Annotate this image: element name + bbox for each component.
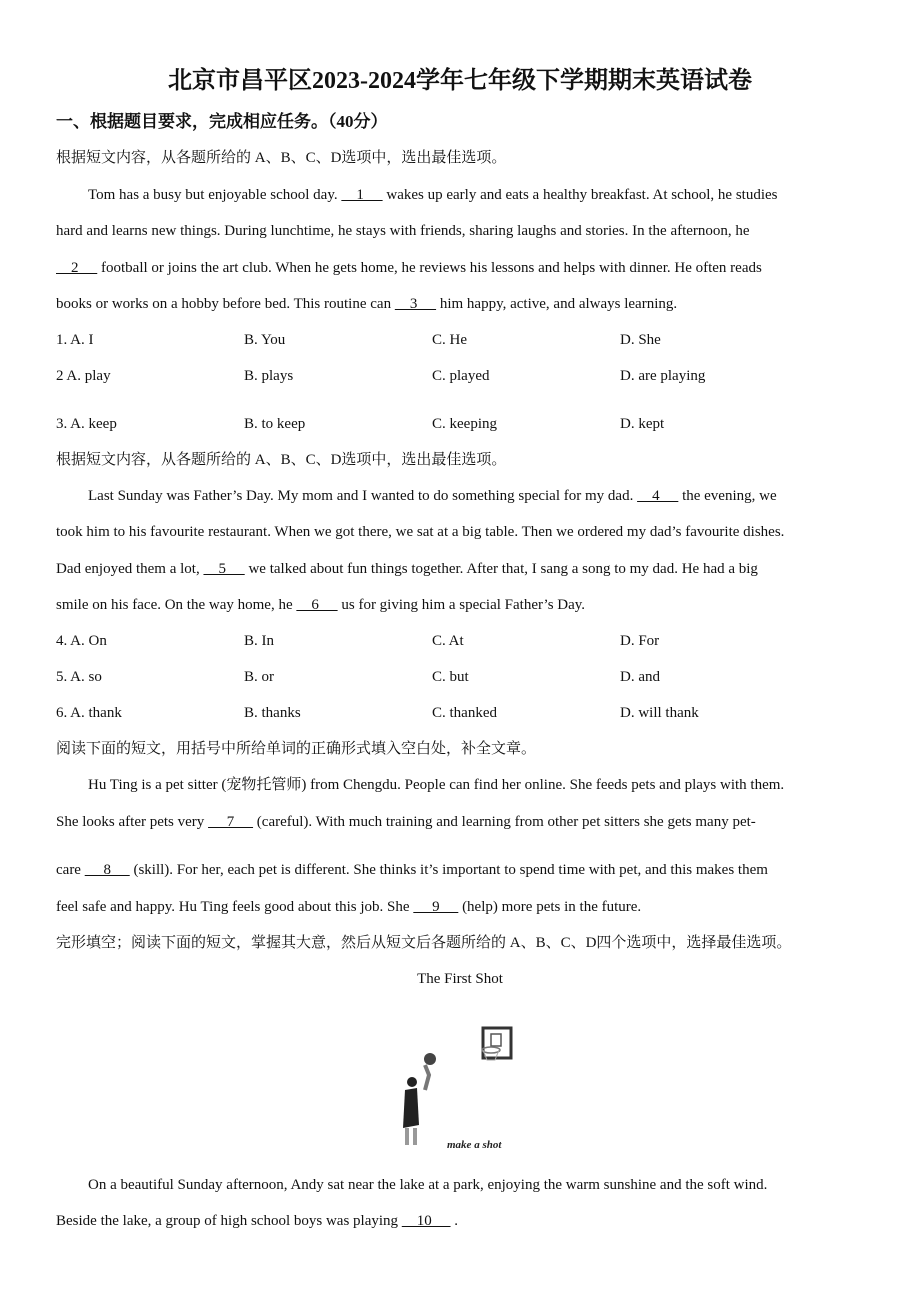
passage-text: wakes up early and eats a healthy breakfast. At school, he studies [382, 187, 778, 203]
passage-line [56, 1211, 458, 1231]
answer-blank: 2 [56, 260, 98, 276]
passage-text: Beside the lake, a group of high school boys was playing [56, 1213, 402, 1229]
passage-text: feel safe and happy. Hu Ting feels good about this job. She [56, 899, 414, 915]
passage-text: we talked about fun things together. After that, I sang a song to my dad. He had a big [244, 561, 758, 577]
passage-text: us for giving him a special Father’s Day. [337, 597, 586, 613]
passage-text: (skill). For her, each pet is different. She thinks it’s important to spend time with pet, and this makes them [129, 862, 768, 878]
passage-line [56, 221, 750, 241]
story-title: The First Shot [417, 971, 503, 987]
basketball-hoop-icon [482, 1028, 511, 1060]
passage-text: . [450, 1213, 459, 1229]
passage-line [56, 294, 677, 314]
passage-line [56, 897, 641, 917]
answer-option[interactable]: 5. A. so [56, 669, 102, 685]
answer-option[interactable]: D. kept [620, 416, 665, 432]
answer-option[interactable]: D. are playing [620, 368, 706, 384]
passage-text: books or works on a hobby before bed. This routine can [56, 296, 395, 312]
answer-blank: 1 [341, 187, 383, 203]
answer-option[interactable]: C. thanked [432, 705, 497, 721]
instruction: 根据短文内容，从各题所给的 A、B、C、D选项中，选出最佳选项。 [56, 150, 507, 166]
passage-text: (careful). With much training and learning from other pet sitters she gets many pet- [253, 814, 756, 830]
answer-option[interactable]: 1. A. I [56, 332, 94, 348]
answer-option[interactable]: B. plays [244, 368, 294, 384]
answer-blank: 3 [394, 296, 437, 312]
answer-option[interactable]: C. He [432, 332, 467, 348]
answer-option[interactable]: 3. A. keep [56, 416, 117, 432]
answer-option[interactable]: B. thanks [244, 705, 301, 721]
passage-line [56, 595, 585, 615]
passage-text: Hu Ting is a pet sitter (宠物托管师) from Chengdu. People can find her online. She feeds pets and plays with them. [88, 777, 785, 793]
page-title: 北京市昌平区2023-2024学年七年级下学期期末英语试卷 [168, 68, 752, 94]
instruction: 阅读下面的短文，用括号中所给单词的正确形式填入空白处，补全文章。 [56, 741, 537, 757]
answer-blank: 10 [401, 1213, 451, 1229]
section-heading: 一、根据题目要求，完成相应任务。（40分） [56, 112, 388, 131]
answer-blank: 9 [413, 899, 459, 915]
answer-option[interactable]: C. keeping [432, 416, 497, 432]
passage-line [88, 185, 778, 205]
answer-option[interactable]: D. She [620, 332, 661, 348]
player-icon [403, 1053, 436, 1145]
passage-line [56, 812, 756, 832]
passage-line [56, 860, 768, 880]
answer-option[interactable]: B. In [244, 633, 274, 649]
answer-option[interactable]: D. For [620, 633, 660, 649]
passage-text: On a beautiful Sunday afternoon, Andy sat near the lake at a park, enjoying the warm sunshine and the soft wind. [88, 1177, 768, 1193]
passage-text: him happy, active, and always learning. [436, 296, 678, 312]
passage-line [56, 522, 784, 542]
answer-blank: 4 [637, 488, 679, 504]
passage-line [88, 775, 784, 795]
passage-text: care [56, 862, 85, 878]
passage-text: Tom has a busy but enjoyable school day. [88, 187, 342, 203]
passage-text: the evening, we [678, 488, 777, 504]
passage-line [56, 258, 762, 278]
answer-option[interactable]: D. will thank [620, 705, 699, 721]
basketball-illustration [395, 1020, 535, 1155]
answer-option[interactable]: C. played [432, 368, 490, 384]
passage-line [56, 559, 758, 579]
answer-option[interactable]: 2 A. play [56, 368, 111, 384]
picture-caption: make a shot [447, 1139, 502, 1151]
answer-blank: 6 [296, 597, 338, 613]
answer-option[interactable]: D. and [620, 669, 660, 685]
passage-text: football or joins the art club. When he gets home, he reviews his lessons and helps with dinner. He often reads [97, 260, 762, 276]
passage-text: Dad enjoyed them a lot, [56, 561, 204, 577]
passage-line [88, 1175, 767, 1195]
answer-blank: 8 [84, 862, 130, 878]
passage-text: (help) more pets in the future. [458, 899, 642, 915]
passage-text: She looks after pets very [56, 814, 209, 830]
passage-line [88, 486, 777, 506]
answer-option[interactable]: B. to keep [244, 416, 306, 432]
instruction: 根据短文内容，从各题所给的 A、B、C、D选项中，选出最佳选项。 [56, 452, 507, 468]
answer-option[interactable]: B. You [244, 332, 286, 348]
answer-option[interactable]: 6. A. thank [56, 705, 122, 721]
passage-text: took him to his favourite restaurant. When we got there, we sat at a big table. Then we ordered my dad’s favourite dishes. [56, 524, 785, 540]
answer-option[interactable]: C. but [432, 669, 469, 685]
passage-text: hard and learns new things. During lunchtime, he stays with friends, sharing laughs and stories. In the afternoon, he [56, 223, 750, 239]
answer-option[interactable]: C. At [432, 633, 464, 649]
answer-blank: 7 [208, 814, 254, 830]
answer-blank: 5 [203, 561, 245, 577]
answer-option[interactable]: B. or [244, 669, 274, 685]
passage-text: Last Sunday was Father’s Day. My mom and I wanted to do something special for my dad. [88, 488, 638, 504]
instruction: 完形填空；阅读下面的短文，掌握其大意，然后从短文后各题所给的 A、B、C、D四个选项中，选择最佳选项。 [56, 935, 792, 951]
passage-text: smile on his face. On the way home, he [56, 597, 297, 613]
answer-option[interactable]: 4. A. On [56, 633, 107, 649]
